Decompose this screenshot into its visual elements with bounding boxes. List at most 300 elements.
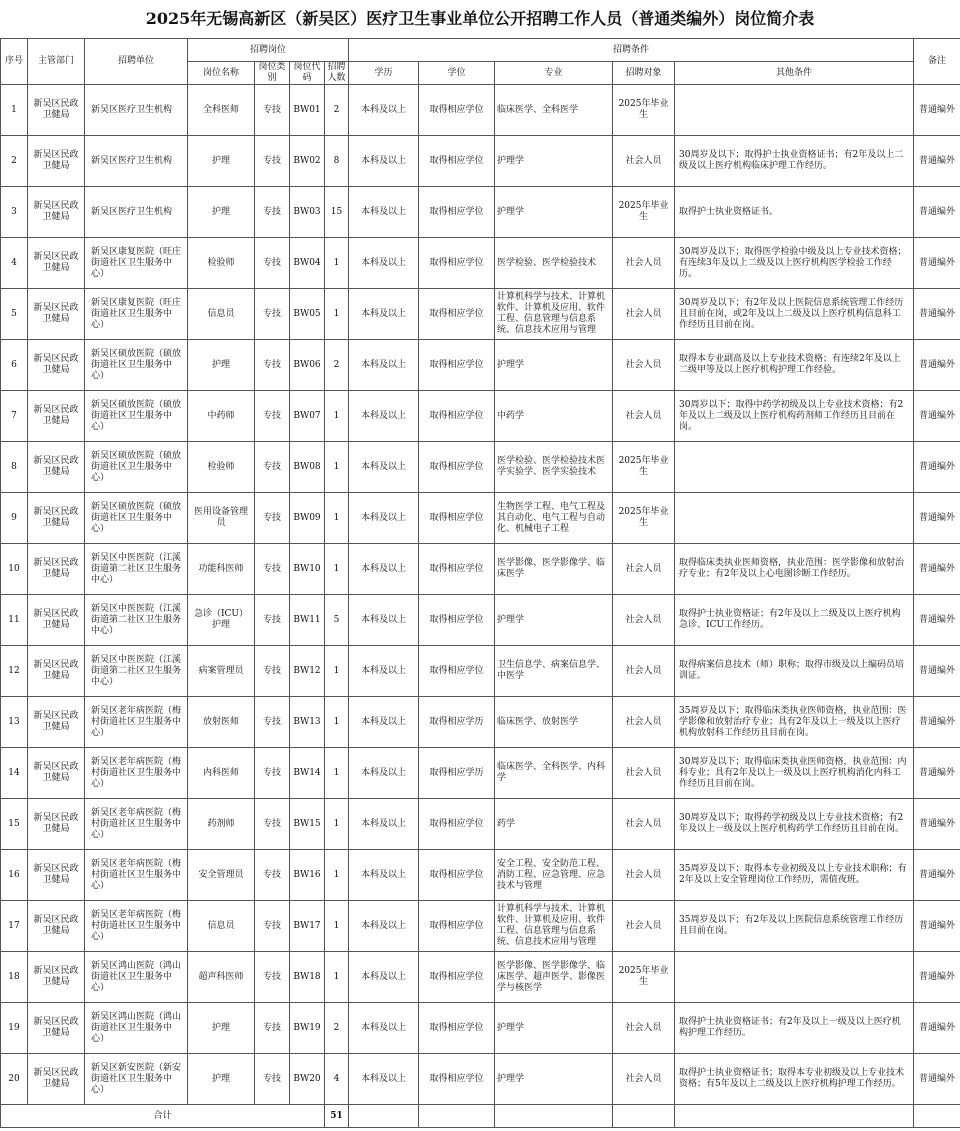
cell-target: 社会人员 (613, 238, 675, 289)
cell-unit: 新吴区新安医院（新安街道社区卫生服务中心） (85, 1054, 188, 1105)
cell-dept: 新吴区民政卫健局 (28, 646, 85, 697)
table-row (1, 442, 960, 493)
cell-count: 1 (325, 646, 349, 697)
cell-other: 30周岁以下；取得中药学初级及以上专业技术资格；有2年及以上二级及以上医疗机构药剂师工作经历且目前在岗。 (675, 391, 914, 442)
cell-seq: 7 (1, 391, 28, 442)
cell-code: BW12 (290, 646, 325, 697)
cell-seq: 3 (1, 187, 28, 238)
cell-unit: 新吴区医疗卫生机构 (85, 85, 188, 136)
cell-dept: 新吴区民政卫健局 (28, 238, 85, 289)
cell-type: 专技 (255, 238, 290, 289)
cell-count: 1 (325, 799, 349, 850)
cell-target: 社会人员 (613, 850, 675, 901)
cell-unit: 新吴区硕放医院（硕放街道社区卫生服务中心） (85, 340, 188, 391)
table-row (1, 238, 960, 289)
cell-degree: 取得相应学位 (419, 289, 495, 340)
cell-code: BW09 (290, 493, 325, 544)
cell-note: 普通编外 (914, 187, 960, 238)
cell-major: 医学影像、医学影像学、临床医学 (495, 544, 613, 595)
cell-degree: 取得相应学位 (419, 595, 495, 646)
cell-dept: 新吴区民政卫健局 (28, 391, 85, 442)
cell-unit: 新吴区硕放医院（硕放街道社区卫生服务中心） (85, 442, 188, 493)
cell-note: 普通编外 (914, 1054, 960, 1105)
cell-count: 1 (325, 289, 349, 340)
cell-post: 药剂师 (188, 799, 255, 850)
cell-dept: 新吴区民政卫健局 (28, 595, 85, 646)
cell-seq: 1 (1, 85, 28, 136)
cell-post: 护理 (188, 1054, 255, 1105)
cell-seq: 2 (1, 136, 28, 187)
cell-other: 30周岁及以下；取得护士执业资格证书；有2年及以上二级及以上医疗机构临床护理工作经历。 (675, 136, 914, 187)
cell-type: 专技 (255, 952, 290, 1003)
cell-count: 2 (325, 85, 349, 136)
cell-count: 5 (325, 595, 349, 646)
cell-type: 专技 (255, 136, 290, 187)
table-row (1, 85, 960, 136)
cell-other: 30周岁及以下；有2年及以上医院信息系统管理工作经历且目前在岗，或2年及以上二级及以上医疗机构信息科工作经历且目前在岗。 (675, 289, 914, 340)
cell-degree: 取得相应学位 (419, 646, 495, 697)
cell-education: 本科及以上 (349, 1054, 419, 1105)
cell-major: 护理学 (495, 595, 613, 646)
cell-note: 普通编外 (914, 901, 960, 952)
cell-type: 专技 (255, 850, 290, 901)
cell-note: 普通编外 (914, 493, 960, 544)
cell-code: BW14 (290, 748, 325, 799)
cell-post: 医用设备管理员 (188, 493, 255, 544)
table-row (1, 493, 960, 544)
cell-degree: 取得相应学位 (419, 952, 495, 1003)
table-row (1, 748, 960, 799)
cell-target: 2025年毕业生 (613, 187, 675, 238)
header-education: 学历 (349, 62, 419, 85)
cell-post: 全科医师 (188, 85, 255, 136)
cell-count: 1 (325, 748, 349, 799)
table-row (1, 1003, 960, 1054)
cell-major: 生物医学工程、电气工程及其自动化、电气工程与自动化、机械电子工程 (495, 493, 613, 544)
cell-degree: 取得相应学位 (419, 493, 495, 544)
cell-unit: 新吴区医疗卫生机构 (85, 136, 188, 187)
cell-code: BW02 (290, 136, 325, 187)
cell-degree: 取得相应学位 (419, 238, 495, 289)
cell-code: BW18 (290, 952, 325, 1003)
cell-code: BW13 (290, 697, 325, 748)
cell-unit: 新吴区中医医院（江溪街道第二社区卫生服务中心） (85, 595, 188, 646)
cell-education: 本科及以上 (349, 748, 419, 799)
cell-target: 社会人员 (613, 289, 675, 340)
cell-seq: 20 (1, 1054, 28, 1105)
header-major: 专业 (495, 62, 613, 85)
cell-type: 专技 (255, 187, 290, 238)
cell-dept: 新吴区民政卫健局 (28, 493, 85, 544)
cell-post: 检验师 (188, 442, 255, 493)
cell-other: 30周岁及以下；取得医学检验中级及以上专业技术资格；有连续3年及以上二级及以上医疗机构医学检验工作经历。 (675, 238, 914, 289)
table-row (1, 952, 960, 1003)
cell-post: 检验师 (188, 238, 255, 289)
cell-other: 取得护士执业资格证；有2年及以上二级及以上医疗机构急诊、ICU工作经历。 (675, 595, 914, 646)
header-post-name: 岗位名称 (188, 62, 255, 85)
cell-education: 本科及以上 (349, 850, 419, 901)
cell-type: 专技 (255, 901, 290, 952)
cell-major: 护理学 (495, 187, 613, 238)
cell-education: 本科及以上 (349, 136, 419, 187)
cell-code: BW06 (290, 340, 325, 391)
cell-major: 计算机科学与技术、计算机软件、计算机及应用、软件工程、信息管理与信息系统、信息技术应用与管理 (495, 901, 613, 952)
cell-major: 护理学 (495, 1003, 613, 1054)
cell-degree: 取得相应学历 (419, 697, 495, 748)
cell-count: 1 (325, 952, 349, 1003)
page-title: 2025年无锡高新区（新吴区）医疗卫生事业单位公开招聘工作人员（普通类编外）岗位简介表 (145, 9, 815, 28)
cell-target: 社会人员 (613, 340, 675, 391)
cell-major: 药学 (495, 799, 613, 850)
cell-note: 普通编外 (914, 1003, 960, 1054)
cell-code: BW03 (290, 187, 325, 238)
cell-degree: 取得相应学位 (419, 1003, 495, 1054)
cell-major: 医学检验、医学检验技术 (495, 238, 613, 289)
cell-seq: 9 (1, 493, 28, 544)
cell-note: 普通编外 (914, 697, 960, 748)
cell-target: 2025年毕业生 (613, 85, 675, 136)
cell-dept: 新吴区民政卫健局 (28, 1054, 85, 1105)
cell-code: BW10 (290, 544, 325, 595)
cell-count: 15 (325, 187, 349, 238)
cell-post: 中药师 (188, 391, 255, 442)
cell-degree: 取得相应学位 (419, 442, 495, 493)
cell-education: 本科及以上 (349, 1003, 419, 1054)
cell-major: 临床医学、全科医学、内科学 (495, 748, 613, 799)
table-row (1, 187, 960, 238)
cell-count: 1 (325, 493, 349, 544)
cell-count: 1 (325, 901, 349, 952)
cell-degree: 取得相应学位 (419, 901, 495, 952)
cell-post: 护理 (188, 340, 255, 391)
cell-unit: 新吴区老年病医院（梅村街道社区卫生服务中心） (85, 901, 188, 952)
cell-dept: 新吴区民政卫健局 (28, 901, 85, 952)
cell-target: 社会人员 (613, 391, 675, 442)
cell-code: BW20 (290, 1054, 325, 1105)
cell-post: 功能科医师 (188, 544, 255, 595)
total-empty (419, 1105, 495, 1128)
cell-education: 本科及以上 (349, 187, 419, 238)
cell-post: 信息员 (188, 901, 255, 952)
cell-other: 30周岁及以下；取得药学初级及以上专业技术资格；有2年及以上一级及以上医疗机构药学工作经历且目前在岗。 (675, 799, 914, 850)
cell-type: 专技 (255, 748, 290, 799)
cell-type: 专技 (255, 442, 290, 493)
cell-seq: 10 (1, 544, 28, 595)
cell-seq: 19 (1, 1003, 28, 1054)
cell-seq: 17 (1, 901, 28, 952)
cell-note: 普通编外 (914, 544, 960, 595)
total-empty (675, 1105, 914, 1128)
cell-other: 35周岁及以下；取得临床类执业医师资格，执业范围：医学影像和放射治疗专业；具有2年及以上一级及以上医疗机构放射科工作经历且目前在岗。 (675, 697, 914, 748)
cell-count: 8 (325, 136, 349, 187)
cell-unit: 新吴区硕放医院（硕放街道社区卫生服务中心） (85, 391, 188, 442)
cell-type: 专技 (255, 340, 290, 391)
total-empty (914, 1105, 960, 1128)
cell-target: 社会人员 (613, 901, 675, 952)
cell-seq: 15 (1, 799, 28, 850)
cell-note: 普通编外 (914, 646, 960, 697)
cell-target: 2025年毕业生 (613, 442, 675, 493)
cell-code: BW08 (290, 442, 325, 493)
cell-other: 取得护士执业资格证书；取得本专业初级及以上专业技术资格；有5年及以上二级及以上医疗机构护理工作经历。 (675, 1054, 914, 1105)
cell-code: BW15 (290, 799, 325, 850)
cell-post: 内科医师 (188, 748, 255, 799)
cell-unit: 新吴区鸿山医院（鸿山街道社区卫生服务中心） (85, 1003, 188, 1054)
cell-type: 专技 (255, 544, 290, 595)
cell-unit: 新吴区老年病医院（梅村街道社区卫生服务中心） (85, 748, 188, 799)
cell-seq: 14 (1, 748, 28, 799)
cell-code: BW07 (290, 391, 325, 442)
cell-note: 普通编外 (914, 748, 960, 799)
cell-other (675, 442, 914, 493)
cell-education: 本科及以上 (349, 952, 419, 1003)
cell-degree: 取得相应学位 (419, 85, 495, 136)
cell-code: BW19 (290, 1003, 325, 1054)
cell-target: 社会人员 (613, 748, 675, 799)
cell-education: 本科及以上 (349, 799, 419, 850)
table-row (1, 697, 960, 748)
cell-degree: 取得相应学位 (419, 391, 495, 442)
cell-major: 临床医学、放射医学 (495, 697, 613, 748)
cell-education: 本科及以上 (349, 238, 419, 289)
table-row (1, 901, 960, 952)
cell-degree: 取得相应学位 (419, 187, 495, 238)
cell-post: 护理 (188, 1003, 255, 1054)
cell-note: 普通编外 (914, 136, 960, 187)
cell-seq: 16 (1, 850, 28, 901)
header-dept: 主管部门 (28, 39, 85, 85)
header-cond-group: 招聘条件 (349, 39, 914, 62)
cell-target: 社会人员 (613, 646, 675, 697)
cell-unit: 新吴区老年病医院（梅村街道社区卫生服务中心） (85, 697, 188, 748)
cell-code: BW01 (290, 85, 325, 136)
cell-type: 专技 (255, 1054, 290, 1105)
table-row (1, 289, 960, 340)
table-row (1, 340, 960, 391)
cell-other: 取得病案信息技术（师）职称；取得市级及以上编码员培训证。 (675, 646, 914, 697)
cell-post: 急诊（ICU）护理 (188, 595, 255, 646)
cell-education: 本科及以上 (349, 442, 419, 493)
cell-code: BW17 (290, 901, 325, 952)
cell-major: 护理学 (495, 1054, 613, 1105)
cell-type: 专技 (255, 391, 290, 442)
total-label: 合计 (1, 1105, 325, 1128)
cell-seq: 12 (1, 646, 28, 697)
cell-other: 取得本专业副高及以上专业技术资格；有连续2年及以上二级甲等及以上医疗机构护理工作经验。 (675, 340, 914, 391)
header-post-code: 岗位代码 (290, 62, 325, 85)
table-row (1, 799, 960, 850)
cell-note: 普通编外 (914, 952, 960, 1003)
cell-unit: 新吴区中医医院（江溪街道第二社区卫生服务中心） (85, 646, 188, 697)
header-post-group: 招聘岗位 (188, 39, 349, 62)
cell-major: 计算机科学与技术、计算机软件、计算机及应用、软件工程、信息管理与信息系统、信息技术应用与管理 (495, 289, 613, 340)
cell-unit: 新吴区硕放医院（硕放街道社区卫生服务中心） (85, 493, 188, 544)
cell-target: 2025年毕业生 (613, 952, 675, 1003)
cell-dept: 新吴区民政卫健局 (28, 340, 85, 391)
cell-dept: 新吴区民政卫健局 (28, 748, 85, 799)
cell-note: 普通编外 (914, 289, 960, 340)
header-unit: 招聘单位 (85, 39, 188, 85)
cell-type: 专技 (255, 1003, 290, 1054)
cell-note: 普通编外 (914, 391, 960, 442)
cell-seq: 11 (1, 595, 28, 646)
cell-education: 本科及以上 (349, 595, 419, 646)
cell-education: 本科及以上 (349, 289, 419, 340)
cell-target: 社会人员 (613, 136, 675, 187)
cell-count: 2 (325, 340, 349, 391)
cell-target: 社会人员 (613, 544, 675, 595)
cell-post: 护理 (188, 136, 255, 187)
cell-major: 中药学 (495, 391, 613, 442)
cell-post: 放射医师 (188, 697, 255, 748)
cell-major: 医学检验、医学检验技术医学实验学、医学实验技术 (495, 442, 613, 493)
cell-dept: 新吴区民政卫健局 (28, 850, 85, 901)
cell-dept: 新吴区民政卫健局 (28, 544, 85, 595)
cell-major: 护理学 (495, 340, 613, 391)
cell-unit: 新吴区老年病医院（梅村街道社区卫生服务中心） (85, 850, 188, 901)
cell-degree: 取得相应学位 (419, 850, 495, 901)
cell-seq: 4 (1, 238, 28, 289)
cell-seq: 6 (1, 340, 28, 391)
cell-degree: 取得相应学历 (419, 748, 495, 799)
cell-unit: 新吴区医疗卫生机构 (85, 187, 188, 238)
cell-degree: 取得相应学位 (419, 799, 495, 850)
cell-dept: 新吴区民政卫健局 (28, 136, 85, 187)
total-count: 51 (325, 1105, 349, 1128)
table-row (1, 595, 960, 646)
table-row (1, 391, 960, 442)
cell-unit: 新吴区康复医院（旺庄街道社区卫生服务中心） (85, 289, 188, 340)
table-row (1, 1054, 960, 1105)
cell-count: 1 (325, 850, 349, 901)
header-other: 其他条件 (675, 62, 914, 85)
table-row (1, 850, 960, 901)
cell-type: 专技 (255, 646, 290, 697)
total-empty (613, 1105, 675, 1128)
cell-post: 病案管理员 (188, 646, 255, 697)
cell-type: 专技 (255, 595, 290, 646)
cell-education: 本科及以上 (349, 340, 419, 391)
cell-unit: 新吴区鸿山医院（鸿山街道社区卫生服务中心） (85, 952, 188, 1003)
cell-other (675, 85, 914, 136)
cell-post: 信息员 (188, 289, 255, 340)
cell-note: 普通编外 (914, 340, 960, 391)
cell-dept: 新吴区民政卫健局 (28, 442, 85, 493)
cell-degree: 取得相应学位 (419, 1054, 495, 1105)
cell-other: 取得护士执业资格证书；有2年及以上一级及以上医疗机构护理工作经历。 (675, 1003, 914, 1054)
cell-unit: 新吴区中医医院（江溪街道第二社区卫生服务中心） (85, 544, 188, 595)
position-table (0, 38, 960, 1128)
cell-other: 35周岁及以下；有2年及以上医院信息系统管理工作经历且目前在岗。 (675, 901, 914, 952)
cell-major: 卫生信息学、病案信息学、中医学 (495, 646, 613, 697)
header-note: 备注 (914, 39, 960, 85)
cell-other: 30周岁及以下；取得临床类执业医师资格，执业范围：内科专业；具有2年及以上一级及以上医疗机构消化内科工作经历且目前在岗。 (675, 748, 914, 799)
header-degree: 学位 (419, 62, 495, 85)
cell-post: 超声科医师 (188, 952, 255, 1003)
cell-type: 专技 (255, 289, 290, 340)
header-count: 招聘人数 (325, 62, 349, 85)
cell-count: 1 (325, 442, 349, 493)
cell-dept: 新吴区民政卫健局 (28, 1003, 85, 1054)
cell-note: 普通编外 (914, 850, 960, 901)
cell-other (675, 952, 914, 1003)
cell-seq: 18 (1, 952, 28, 1003)
cell-type: 专技 (255, 799, 290, 850)
cell-note: 普通编外 (914, 85, 960, 136)
cell-count: 4 (325, 1054, 349, 1105)
table-row (1, 646, 960, 697)
cell-code: BW11 (290, 595, 325, 646)
cell-dept: 新吴区民政卫健局 (28, 697, 85, 748)
cell-target: 社会人员 (613, 1003, 675, 1054)
cell-other (675, 493, 914, 544)
cell-count: 1 (325, 391, 349, 442)
cell-note: 普通编外 (914, 799, 960, 850)
cell-post: 护理 (188, 187, 255, 238)
cell-education: 本科及以上 (349, 544, 419, 595)
cell-target: 2025年毕业生 (613, 493, 675, 544)
header-seq: 序号 (1, 39, 28, 85)
cell-count: 1 (325, 697, 349, 748)
cell-other: 35周岁及以下；取得本专业初级及以上专业技术职称；有2年及以上安全管理岗位工作经历，需值夜班。 (675, 850, 914, 901)
cell-education: 本科及以上 (349, 391, 419, 442)
cell-post: 安全管理员 (188, 850, 255, 901)
cell-dept: 新吴区民政卫健局 (28, 289, 85, 340)
cell-other: 取得护士执业资格证书。 (675, 187, 914, 238)
cell-major: 医学影像、医学影像学、临床医学、超声医学、影像医学与核医学 (495, 952, 613, 1003)
cell-seq: 8 (1, 442, 28, 493)
cell-education: 本科及以上 (349, 901, 419, 952)
cell-count: 2 (325, 1003, 349, 1054)
cell-code: BW04 (290, 238, 325, 289)
cell-dept: 新吴区民政卫健局 (28, 187, 85, 238)
cell-degree: 取得相应学位 (419, 340, 495, 391)
cell-target: 社会人员 (613, 595, 675, 646)
cell-degree: 取得相应学位 (419, 136, 495, 187)
cell-type: 专技 (255, 493, 290, 544)
cell-other: 取得临床类执业医师资格，执业范围：医学影像和放射治疗专业；有2年及以上心电图诊断工作经历。 (675, 544, 914, 595)
total-empty (349, 1105, 419, 1128)
table-row (1, 544, 960, 595)
cell-note: 普通编外 (914, 442, 960, 493)
cell-degree: 取得相应学位 (419, 544, 495, 595)
cell-target: 社会人员 (613, 799, 675, 850)
cell-unit: 新吴区康复医院（旺庄街道社区卫生服务中心） (85, 238, 188, 289)
cell-note: 普通编外 (914, 595, 960, 646)
cell-major: 临床医学、全科医学 (495, 85, 613, 136)
cell-education: 本科及以上 (349, 697, 419, 748)
cell-seq: 13 (1, 697, 28, 748)
cell-code: BW05 (290, 289, 325, 340)
header-post-type: 岗位类别 (255, 62, 290, 85)
cell-code: BW16 (290, 850, 325, 901)
cell-education: 本科及以上 (349, 493, 419, 544)
cell-unit: 新吴区老年病医院（梅村街道社区卫生服务中心） (85, 799, 188, 850)
cell-target: 社会人员 (613, 697, 675, 748)
cell-major: 护理学 (495, 136, 613, 187)
total-empty (495, 1105, 613, 1128)
cell-type: 专技 (255, 697, 290, 748)
cell-major: 安全工程、安全防范工程、消防工程、应急管理、应急技术与管理 (495, 850, 613, 901)
cell-type: 专技 (255, 85, 290, 136)
total-row (1, 1105, 960, 1128)
table-body (1, 85, 960, 1105)
cell-dept: 新吴区民政卫健局 (28, 799, 85, 850)
cell-target: 社会人员 (613, 1054, 675, 1105)
cell-seq: 5 (1, 289, 28, 340)
header-target: 招聘对象 (613, 62, 675, 85)
cell-count: 1 (325, 544, 349, 595)
